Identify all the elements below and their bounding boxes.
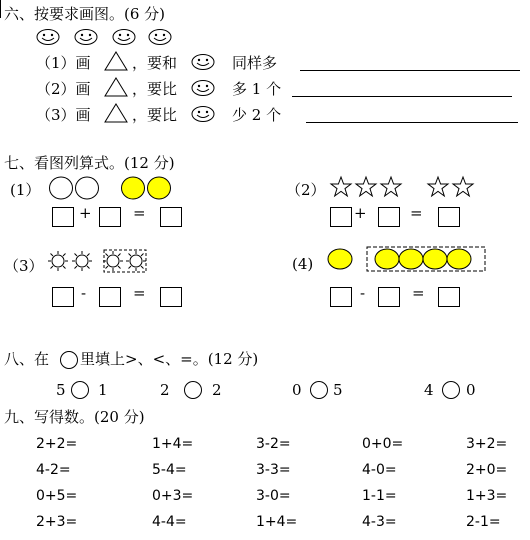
minus-sign: - — [81, 284, 87, 302]
q1-label: (1） — [10, 181, 41, 199]
calc-item: 3-3= — [256, 462, 291, 478]
star-group-3 — [330, 176, 404, 198]
sun-icon — [72, 251, 92, 271]
circle-icon — [375, 249, 399, 269]
equals-sign: = — [410, 204, 423, 222]
compare-circle[interactable] — [310, 381, 328, 399]
circle-icon — [423, 249, 447, 269]
calc-item: 1-1= — [362, 488, 397, 504]
cmp-left: 0 — [292, 381, 302, 399]
yellow-circle-group — [326, 246, 486, 272]
star-icon — [331, 177, 351, 196]
q4-label: (4) — [292, 255, 314, 273]
smiley-row — [36, 28, 176, 48]
answer-box[interactable] — [438, 207, 460, 227]
section6-title: 六、按要求画图。(6 分) — [4, 5, 166, 23]
s6-row2-tail: 多 1 个 — [232, 80, 282, 98]
star-icon — [356, 177, 376, 196]
calc-item: 4-2= — [36, 462, 71, 478]
calc-item: 2+3= — [36, 514, 78, 530]
s6-row2-label: （2）画 — [36, 80, 91, 98]
answer-line[interactable] — [306, 122, 518, 123]
smiley-face-icon — [149, 30, 171, 45]
cmp-left: 4 — [424, 381, 434, 399]
star-icon — [381, 177, 401, 196]
circle-icon — [60, 351, 78, 369]
cmp-left: 2 — [160, 381, 170, 399]
circle-group-yellow — [121, 176, 173, 200]
compare-circle[interactable] — [71, 381, 89, 399]
section9-title: 九、写得数。(20 分) — [4, 408, 145, 426]
calc-item: 0+5= — [36, 488, 78, 504]
s6-row1-tail: 同样多 — [232, 54, 278, 72]
answer-box[interactable] — [378, 207, 400, 227]
smiley-face-icon — [37, 30, 59, 45]
answer-box[interactable] — [330, 287, 352, 307]
section8-title-post: 里填上>、<、=。(12 分) — [80, 350, 259, 368]
calc-item: 3-0= — [256, 488, 291, 504]
s6-row2-mid: ，要比 — [132, 80, 178, 98]
calc-item: 4-3= — [362, 514, 397, 530]
text-cursor — [0, 0, 1, 18]
smiley-face-icon — [191, 105, 215, 123]
smiley-face-icon — [191, 53, 215, 71]
minus-sign: - — [360, 284, 366, 302]
answer-box[interactable] — [330, 207, 352, 227]
equals-sign: = — [412, 284, 425, 302]
calc-item: 4-4= — [152, 514, 187, 530]
triangle-icon — [104, 51, 128, 71]
s6-row1-label: （1）画 — [36, 54, 91, 72]
cmp-right: 0 — [466, 381, 476, 399]
smiley-face-icon — [113, 30, 135, 45]
s6-row3-mid: ，要比 — [132, 106, 178, 124]
s6-row3-tail: 少 2 个 — [232, 106, 282, 124]
equals-sign: = — [133, 284, 146, 302]
cmp-left: 5 — [56, 381, 66, 399]
s6-row1-mid: ，要和 — [132, 54, 178, 72]
compare-circle[interactable] — [184, 381, 202, 399]
star-icon — [428, 177, 448, 196]
calc-item: 2-1= — [466, 514, 501, 530]
answer-box[interactable] — [99, 287, 121, 307]
star-icon — [453, 177, 473, 196]
cmp-right: 5 — [333, 381, 343, 399]
sun-icon — [126, 251, 146, 271]
circle-icon — [399, 249, 423, 269]
answer-line[interactable] — [292, 96, 512, 97]
answer-box[interactable] — [438, 287, 460, 307]
equals-sign: = — [133, 204, 146, 222]
sun-icon — [48, 251, 68, 271]
plus-sign: + — [79, 204, 92, 222]
sun-group — [46, 249, 148, 273]
calc-item: 4-0= — [362, 462, 397, 478]
section8-title-pre: 八、在 — [4, 350, 50, 368]
q3-label: （3） — [4, 257, 44, 275]
circle-icon — [76, 177, 99, 199]
compare-circle[interactable] — [442, 381, 460, 399]
circle-icon — [50, 177, 73, 199]
answer-box[interactable] — [99, 207, 121, 227]
plus-sign: + — [354, 204, 367, 222]
answer-box[interactable] — [160, 287, 182, 307]
answer-line[interactable] — [300, 70, 520, 71]
calc-item: 0+3= — [152, 488, 194, 504]
calc-item: 3-2= — [256, 436, 291, 452]
answer-box[interactable] — [52, 287, 74, 307]
calc-item: 2+2= — [36, 436, 78, 452]
answer-box[interactable] — [52, 207, 74, 227]
cmp-right: 1 — [98, 381, 108, 399]
calc-item: 1+3= — [466, 488, 508, 504]
answer-box[interactable] — [378, 287, 400, 307]
circle-icon — [447, 249, 471, 269]
sun-icon — [103, 251, 123, 271]
s6-row3-label: （3）画 — [36, 106, 91, 124]
circle-icon — [328, 249, 352, 269]
star-group-2 — [427, 176, 477, 198]
q2-label: （2） — [286, 181, 326, 199]
section7-title: 七、看图列算式。(12 分) — [4, 154, 175, 172]
calc-item: 1+4= — [152, 436, 194, 452]
calc-item: 1+4= — [256, 514, 298, 530]
calc-item: 2+0= — [466, 462, 508, 478]
triangle-icon — [104, 77, 128, 97]
smiley-face-icon — [75, 30, 97, 45]
calc-item: 0+0= — [362, 436, 404, 452]
smiley-face-icon — [191, 79, 215, 97]
circle-icon — [122, 177, 145, 199]
cmp-right: 2 — [212, 381, 222, 399]
circle-group-empty — [49, 176, 101, 200]
calc-item: 5-4= — [152, 462, 187, 478]
answer-box[interactable] — [160, 207, 182, 227]
calc-item: 3+2= — [466, 436, 508, 452]
triangle-icon — [104, 103, 128, 123]
circle-icon — [148, 177, 171, 199]
